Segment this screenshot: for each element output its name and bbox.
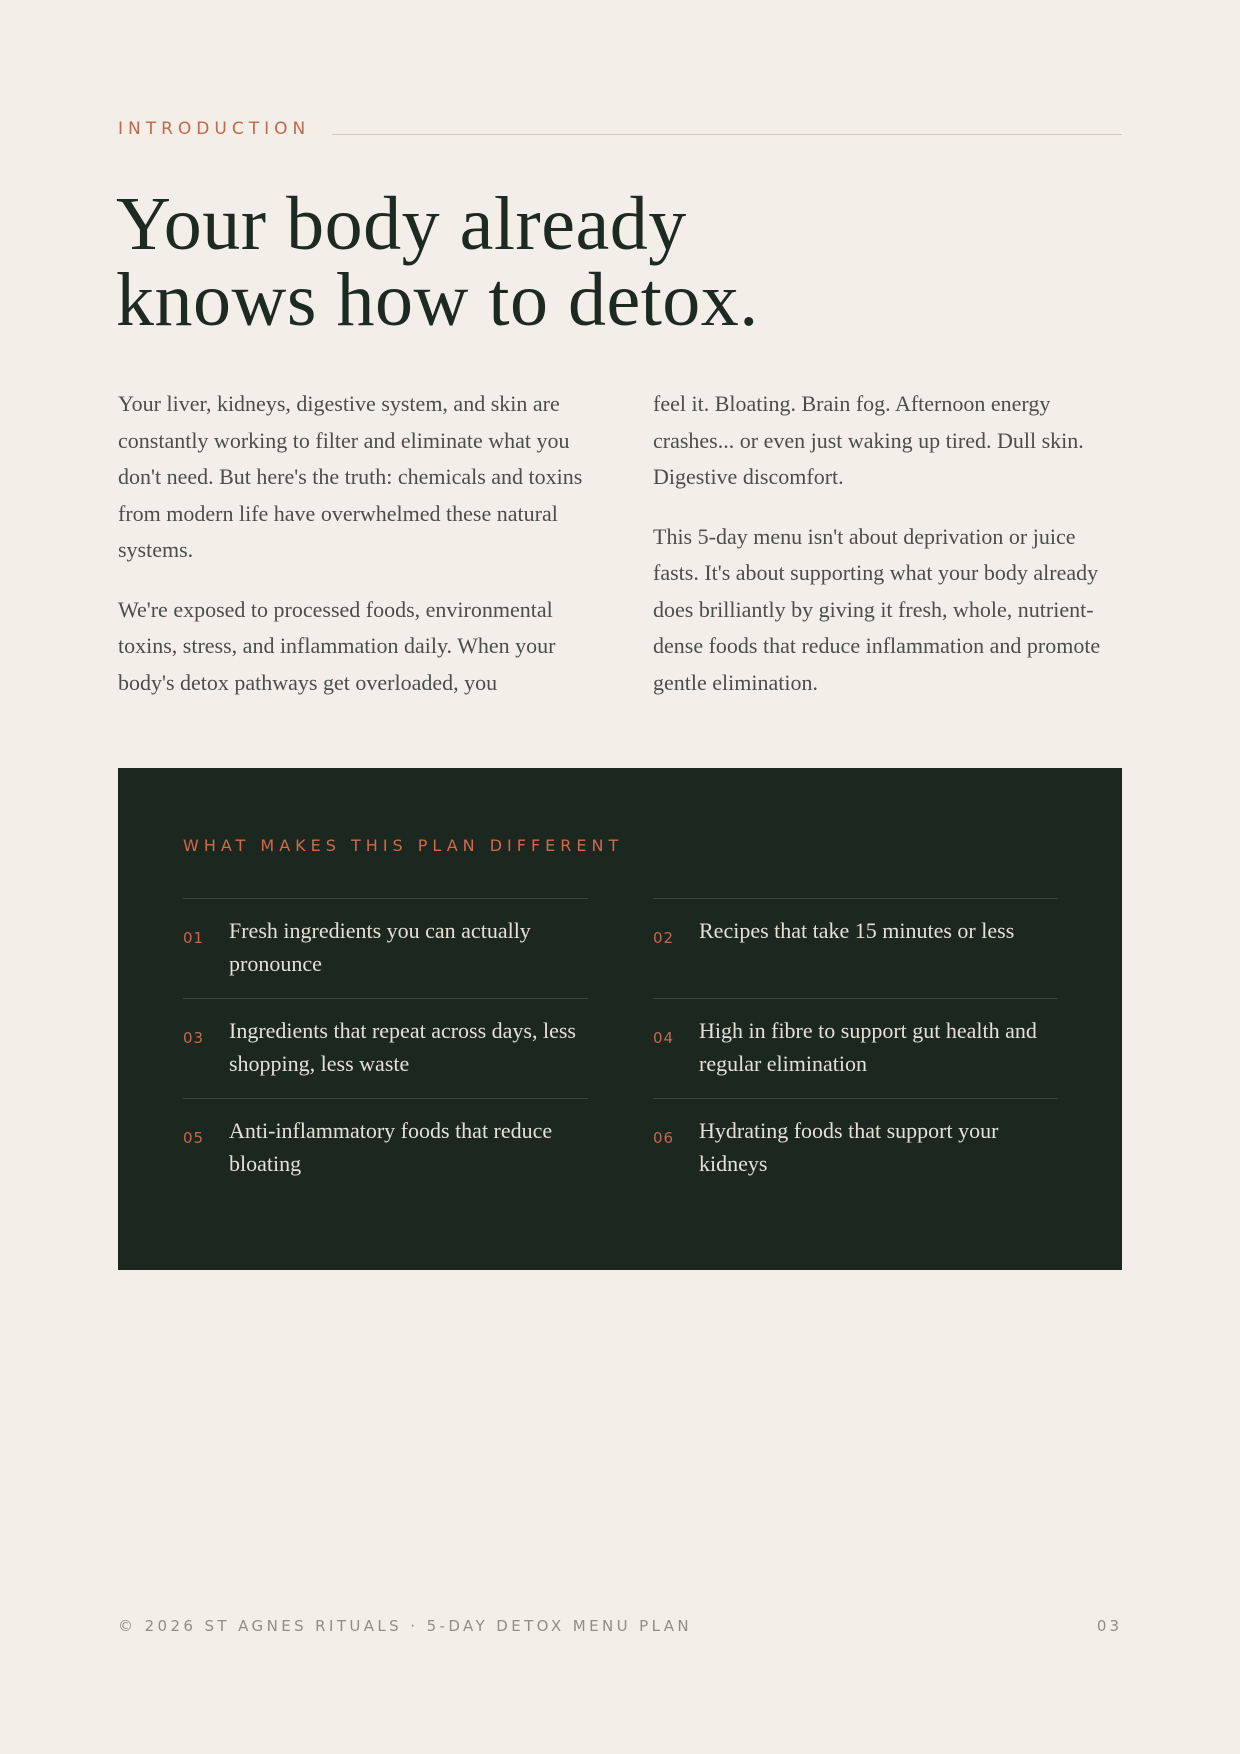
title-line-1: Your body already <box>116 182 687 266</box>
intro-column-right <box>653 386 1125 724</box>
feature-item <box>653 1098 1058 1199</box>
feature-text: Recipes that take 15 minutes or less <box>699 918 1015 943</box>
feature-item <box>653 898 1058 999</box>
intro-paragraph: This 5-day menu isn't about deprivation or juice fasts. It's about supporting what your body already does brilliantly by giving it fresh, whole, nutrient-dense foods that reduce inflammation and promote gentle elimination. <box>653 523 1101 695</box>
page-number: 03 <box>1096 1617 1122 1635</box>
feature-item <box>183 998 588 1099</box>
feature-number: 04 <box>653 1029 675 1047</box>
intro-paragraph: feel it. Bloating. Brain fog. Afternoon energy crashes... or even just waking up tired. Dull skin. Digestive discomfort. <box>653 391 1084 489</box>
title-line-2: knows how to detox. <box>116 258 759 342</box>
feature-text: Hydrating foods that support your kidneys <box>699 1118 999 1176</box>
feature-item <box>183 1098 588 1199</box>
intro-column-left <box>118 386 590 724</box>
features-panel <box>118 768 1122 1270</box>
feature-number: 06 <box>653 1129 675 1147</box>
panel-heading: WHAT MAKES THIS PLAN DIFFERENT <box>183 836 624 855</box>
feature-number: 01 <box>183 929 205 947</box>
intro-paragraph: We're exposed to processed foods, environmental toxins, stress, and inflammation daily. When your body's detox pathways get overloaded, you <box>118 596 556 695</box>
section-divider <box>332 134 1122 135</box>
feature-text: Fresh ingredients you can actually pronounce <box>229 918 531 976</box>
feature-number: 02 <box>653 929 675 947</box>
feature-number: 05 <box>183 1129 205 1147</box>
feature-text: High in fibre to support gut health and regular elimination <box>699 1018 1037 1076</box>
page-title <box>116 182 1016 342</box>
intro-paragraph: Your liver, kidneys, digestive system, and skin are constantly working to filter and eliminate what you don't need. But here's the truth: chemicals and toxins from modern life have overwhelmed these natural systems. <box>118 391 583 562</box>
feature-item <box>183 898 588 999</box>
feature-text: Ingredients that repeat across days, less shopping, less waste <box>229 1018 576 1076</box>
feature-item <box>653 998 1058 1099</box>
footer-copyright: © 2026 ST AGNES RITUALS · 5-DAY DETOX MENU PLAN <box>118 1617 692 1635</box>
feature-number: 03 <box>183 1029 205 1047</box>
section-label: INTRODUCTION <box>118 119 311 139</box>
feature-text: Anti-inflammatory foods that reduce bloating <box>229 1118 553 1176</box>
